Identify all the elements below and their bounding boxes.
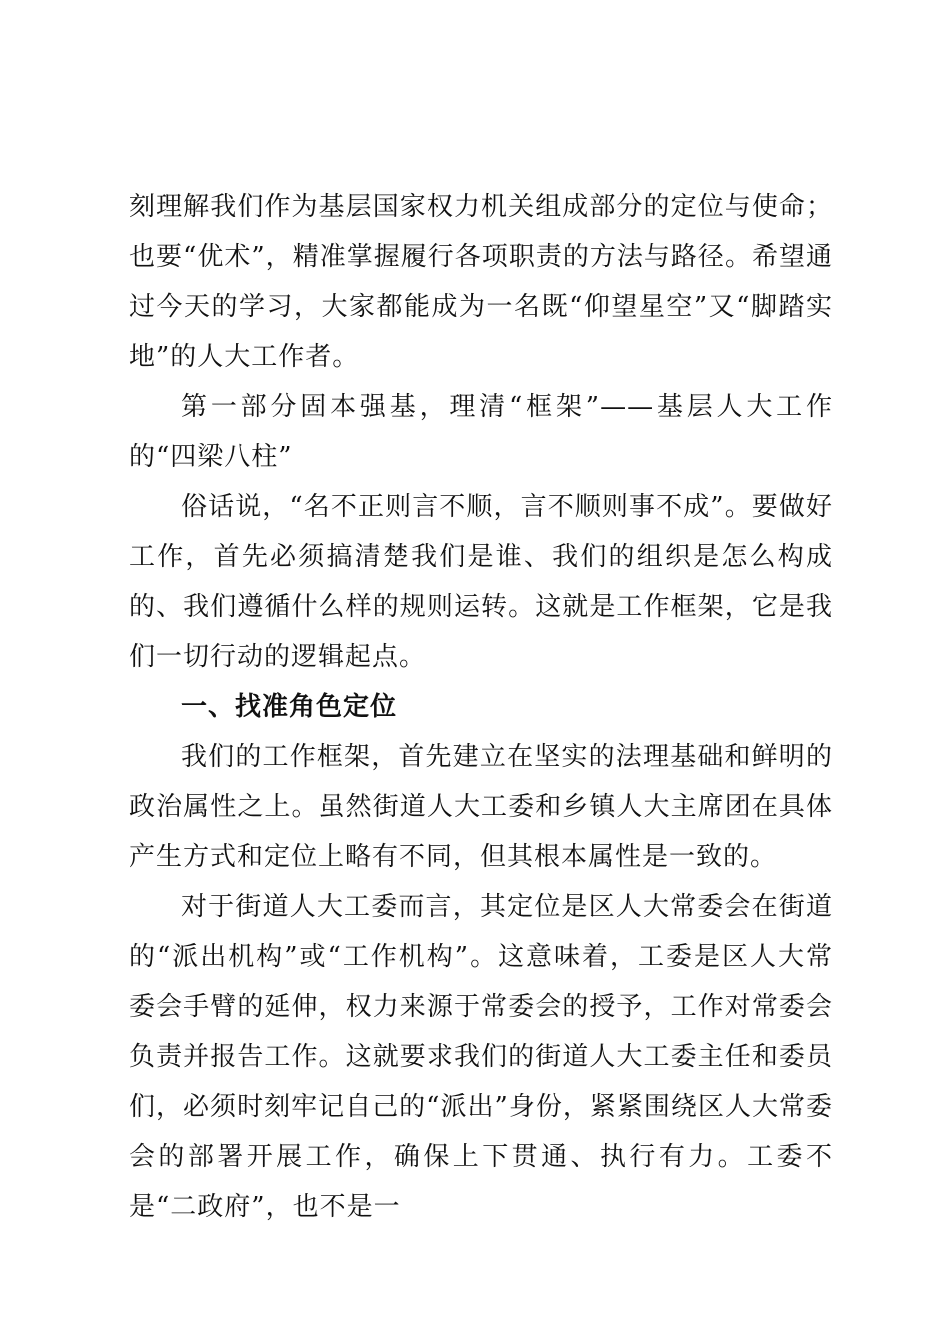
paragraph-legal-basis: 我们的工作框架，首先建立在坚实的法理基础和鲜明的政治属性之上。虽然街道人大工委和乡镇人大主席团在具体产生方式和定位上略有不同，但其根本属性是一致的。 bbox=[129, 742, 833, 872]
paragraph-framework-intro: 俗话说，“名不正则言不顺，言不顺则事不成”。要做好工作，首先必须搞清楚我们是谁、我们的组织是怎么构成的、我们遵循什么样的规则运转。这就是工作框架，它是我们一切行动的逻辑起点。 bbox=[129, 492, 833, 672]
heading-role-positioning: 一、找准角色定位 bbox=[181, 692, 398, 722]
section-title-part-one: 第一部分固本强基，理清“框架”——基层人大工作的“四梁八柱” bbox=[129, 392, 833, 472]
document-body bbox=[129, 182, 833, 1232]
paragraph-street-committee: 对于街道人大工委而言，其定位是区人大常委会在街道的“派出机构”或“工作机构”。这意味着，工委是区人大常委会手臂的延伸，权力来源于常委会的授予，工作对常委会负责并报告工作。这就要求我们的街道人大工委主任和委员们，必须时刻牢记自己的“派出”身份，紧紧围绕区人大常委会的部署开展工作，确保上下贯通、执行有力。工委不是“二政府”，也不是一 bbox=[129, 892, 833, 1222]
paragraph-continuation: 刻理解我们作为基层国家权力机关组成部分的定位与使命；也要“优术”，精准掌握履行各项职责的方法与路径。希望通过今天的学习，大家都能成为一名既“仰望星空”又“脚踏实地”的人大工作者。 bbox=[129, 192, 833, 372]
